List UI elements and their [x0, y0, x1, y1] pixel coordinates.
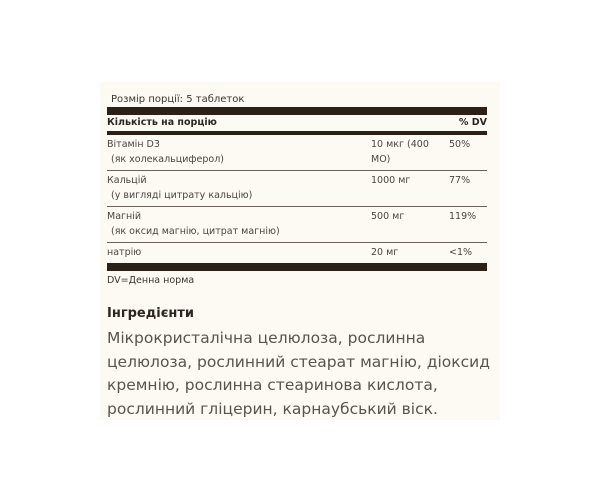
serving-size: Розмір порції: 5 таблеток — [111, 94, 245, 105]
header-amount-per-serving: Кількість на порцію — [107, 117, 217, 128]
nutrient-dv: 119% — [449, 211, 477, 222]
table-header — [107, 115, 487, 135]
nutrient-name: Магній — [107, 211, 142, 222]
nutrition-table — [107, 107, 487, 271]
ingredients-text: Мікрокристалічна целюлоза, рослинна целюлоза, рослинний стеарат магнію, діоксид кремнію, рослинна стеаринова кислота, рослинний гліцерин, карнаубський віск. — [107, 329, 490, 418]
bottom-divider — [107, 263, 487, 271]
table-row — [107, 243, 487, 263]
nutrient-source: (у вигляді цитрату кальцію) — [111, 190, 253, 201]
nutrient-name-cell — [107, 209, 371, 239]
ingredients-title: Інгредієнти — [107, 306, 195, 321]
table-row — [107, 171, 487, 207]
nutrient-source: (як оксид магнію, цитрат магнію) — [111, 226, 280, 237]
nutrient-source: (як холекальциферол) — [111, 154, 224, 165]
nutrient-amount: 1000 мг — [371, 175, 411, 186]
nutrient-name: Кальцій — [107, 175, 147, 186]
table-row — [107, 135, 487, 171]
supplement-facts-panel — [100, 82, 500, 420]
nutrient-amount: 500 мг — [371, 211, 405, 222]
nutrient-name: Вітамін D3 — [107, 139, 160, 150]
table-row — [107, 207, 487, 243]
nutrient-dv: 50% — [449, 139, 471, 150]
nutrient-name-cell — [107, 173, 371, 203]
nutrient-dv: 77% — [449, 175, 471, 186]
nutrient-amount: 10 мкг (400 МО) — [371, 139, 429, 165]
nutrient-dv: <1% — [449, 247, 473, 258]
header-dv: % DV — [458, 117, 487, 128]
top-divider — [107, 107, 487, 115]
nutrient-amount: 20 мг — [371, 247, 399, 258]
nutrient-name-cell — [107, 137, 371, 167]
dv-note: DV=Денна норма — [107, 275, 195, 286]
nutrient-name-cell — [107, 245, 371, 260]
nutrient-name: натрію — [107, 247, 142, 258]
